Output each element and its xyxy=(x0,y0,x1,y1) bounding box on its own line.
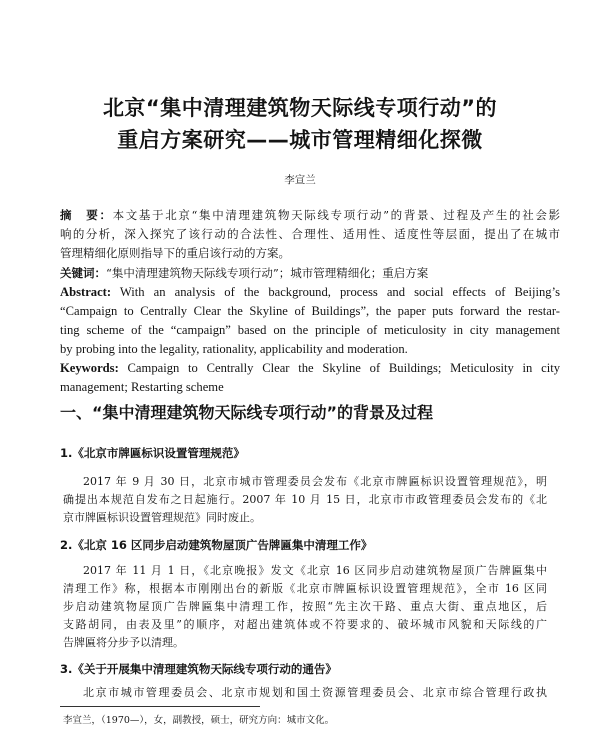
subsection-2-line-2: 清理工作》称，根据本市刚刚出台的新版《北京市牌匾标识设置管理规范》，全市 16 区同 xyxy=(63,582,547,595)
subsection-2-heading: 2.《北京 16 区同步启动建筑物屋顶广告牌匾集中清理工作》 xyxy=(60,538,373,552)
subsection-2-line-3: 步启动建筑物屋顶广告牌匾集中清理工作，按照“先主次干路、重点大街、重点地区，后 xyxy=(63,600,547,613)
abstract-cn-line-2: 响的分析，深入探究了该行动的合法性、合理性、适用性、适度性等层面，提出了在城市 xyxy=(60,227,560,241)
abstract-en-line-3: ting scheme of the “campaign” based on the principle of meticulosity in city management xyxy=(60,323,560,337)
keywords-cn xyxy=(60,264,560,283)
footnote-rule xyxy=(60,706,260,707)
abstract-cn-line-3: 管理精细化原则指导下的重启该行动的方案。 xyxy=(60,246,290,260)
abstract-cn-label: 摘 要： xyxy=(60,208,113,222)
abstract-en-line-4: by probing into the legality, rationality, applicability and moderation. xyxy=(60,342,408,356)
paper-title-line-1: 北京“集中清理建筑物天际线专项行动”的 xyxy=(102,96,498,120)
keywords-en-line-2: management; Restarting scheme xyxy=(60,380,224,394)
author-name: 李宣兰 xyxy=(284,174,316,186)
subsection-3-heading: 3.《关于开展集中清理建筑物天际线专项行动的通告》 xyxy=(60,662,337,676)
subsection-1-line-2: 确提出本规范自发布之日起施行。2007 年 10 月 15 日，北京市市政管理委员会发布的《北 xyxy=(63,493,547,506)
keywords-en-line-1: Keywords: Campaign to Centrally Clear the Skyline of Buildings; Meticulosity in city xyxy=(60,361,560,375)
section-1-heading: 一、“集中清理建筑物天际线专项行动”的背景及过程 xyxy=(60,403,434,422)
footnote: 李宣兰，（1970—），女，副教授，硕士，研究方向：城市文化。 xyxy=(63,715,335,726)
abstract-en-line-1: Abstract: With an analysis of the background, process and social effects of Beijing’s xyxy=(60,285,561,299)
subsection-1-heading: 1.《北京市牌匾标识设置管理规范》 xyxy=(60,446,245,460)
keywords-en-label: Keywords: xyxy=(60,361,119,375)
abstract-en-label: Abstract: xyxy=(60,285,112,299)
abstract-en-line-2: “Campaign to Centrally Clear the Skyline of Buildings”, the paper puts forward the restar- xyxy=(60,304,560,318)
keywords-cn-text: “集中清理建筑物天际线专项行动”；城市管理精细化；重启方案 xyxy=(106,266,429,280)
abstract-cn-line-1: 摘 要：本文基于北京“集中清理建筑物天际线专项行动”的背景、过程及产生的社会影 xyxy=(60,208,560,222)
paper-title-line-2: 重启方案研究——城市管理精细化探微 xyxy=(117,128,483,152)
keywords-cn-label: 关键词： xyxy=(60,266,106,280)
subsection-1-line-1: 2017 年 9 月 30 日，北京市城市管理委员会发布《北京市牌匾标识设置管理规范》，明 xyxy=(83,475,547,488)
subsection-2-line-4: 支路胡同，由表及里”的顺序，对超出建筑体或不符要求的、破坏城市风貌和天际线的广 xyxy=(63,618,547,631)
subsection-1-line-3: 京市牌匾标识设置管理规范》同时废止。 xyxy=(63,511,261,524)
subsection-3-line-1: 北京市城市管理委员会、北京市规划和国土资源管理委员会、北京市综合管理行政执 xyxy=(83,686,547,699)
subsection-2-line-1: 2017 年 11 月 1 日，《北京晚报》发文《北京 16 区同步启动建筑物屋顶广告牌匾集中 xyxy=(83,564,547,577)
subsection-2-line-5: 告牌匾将分步予以清理。 xyxy=(63,636,184,649)
